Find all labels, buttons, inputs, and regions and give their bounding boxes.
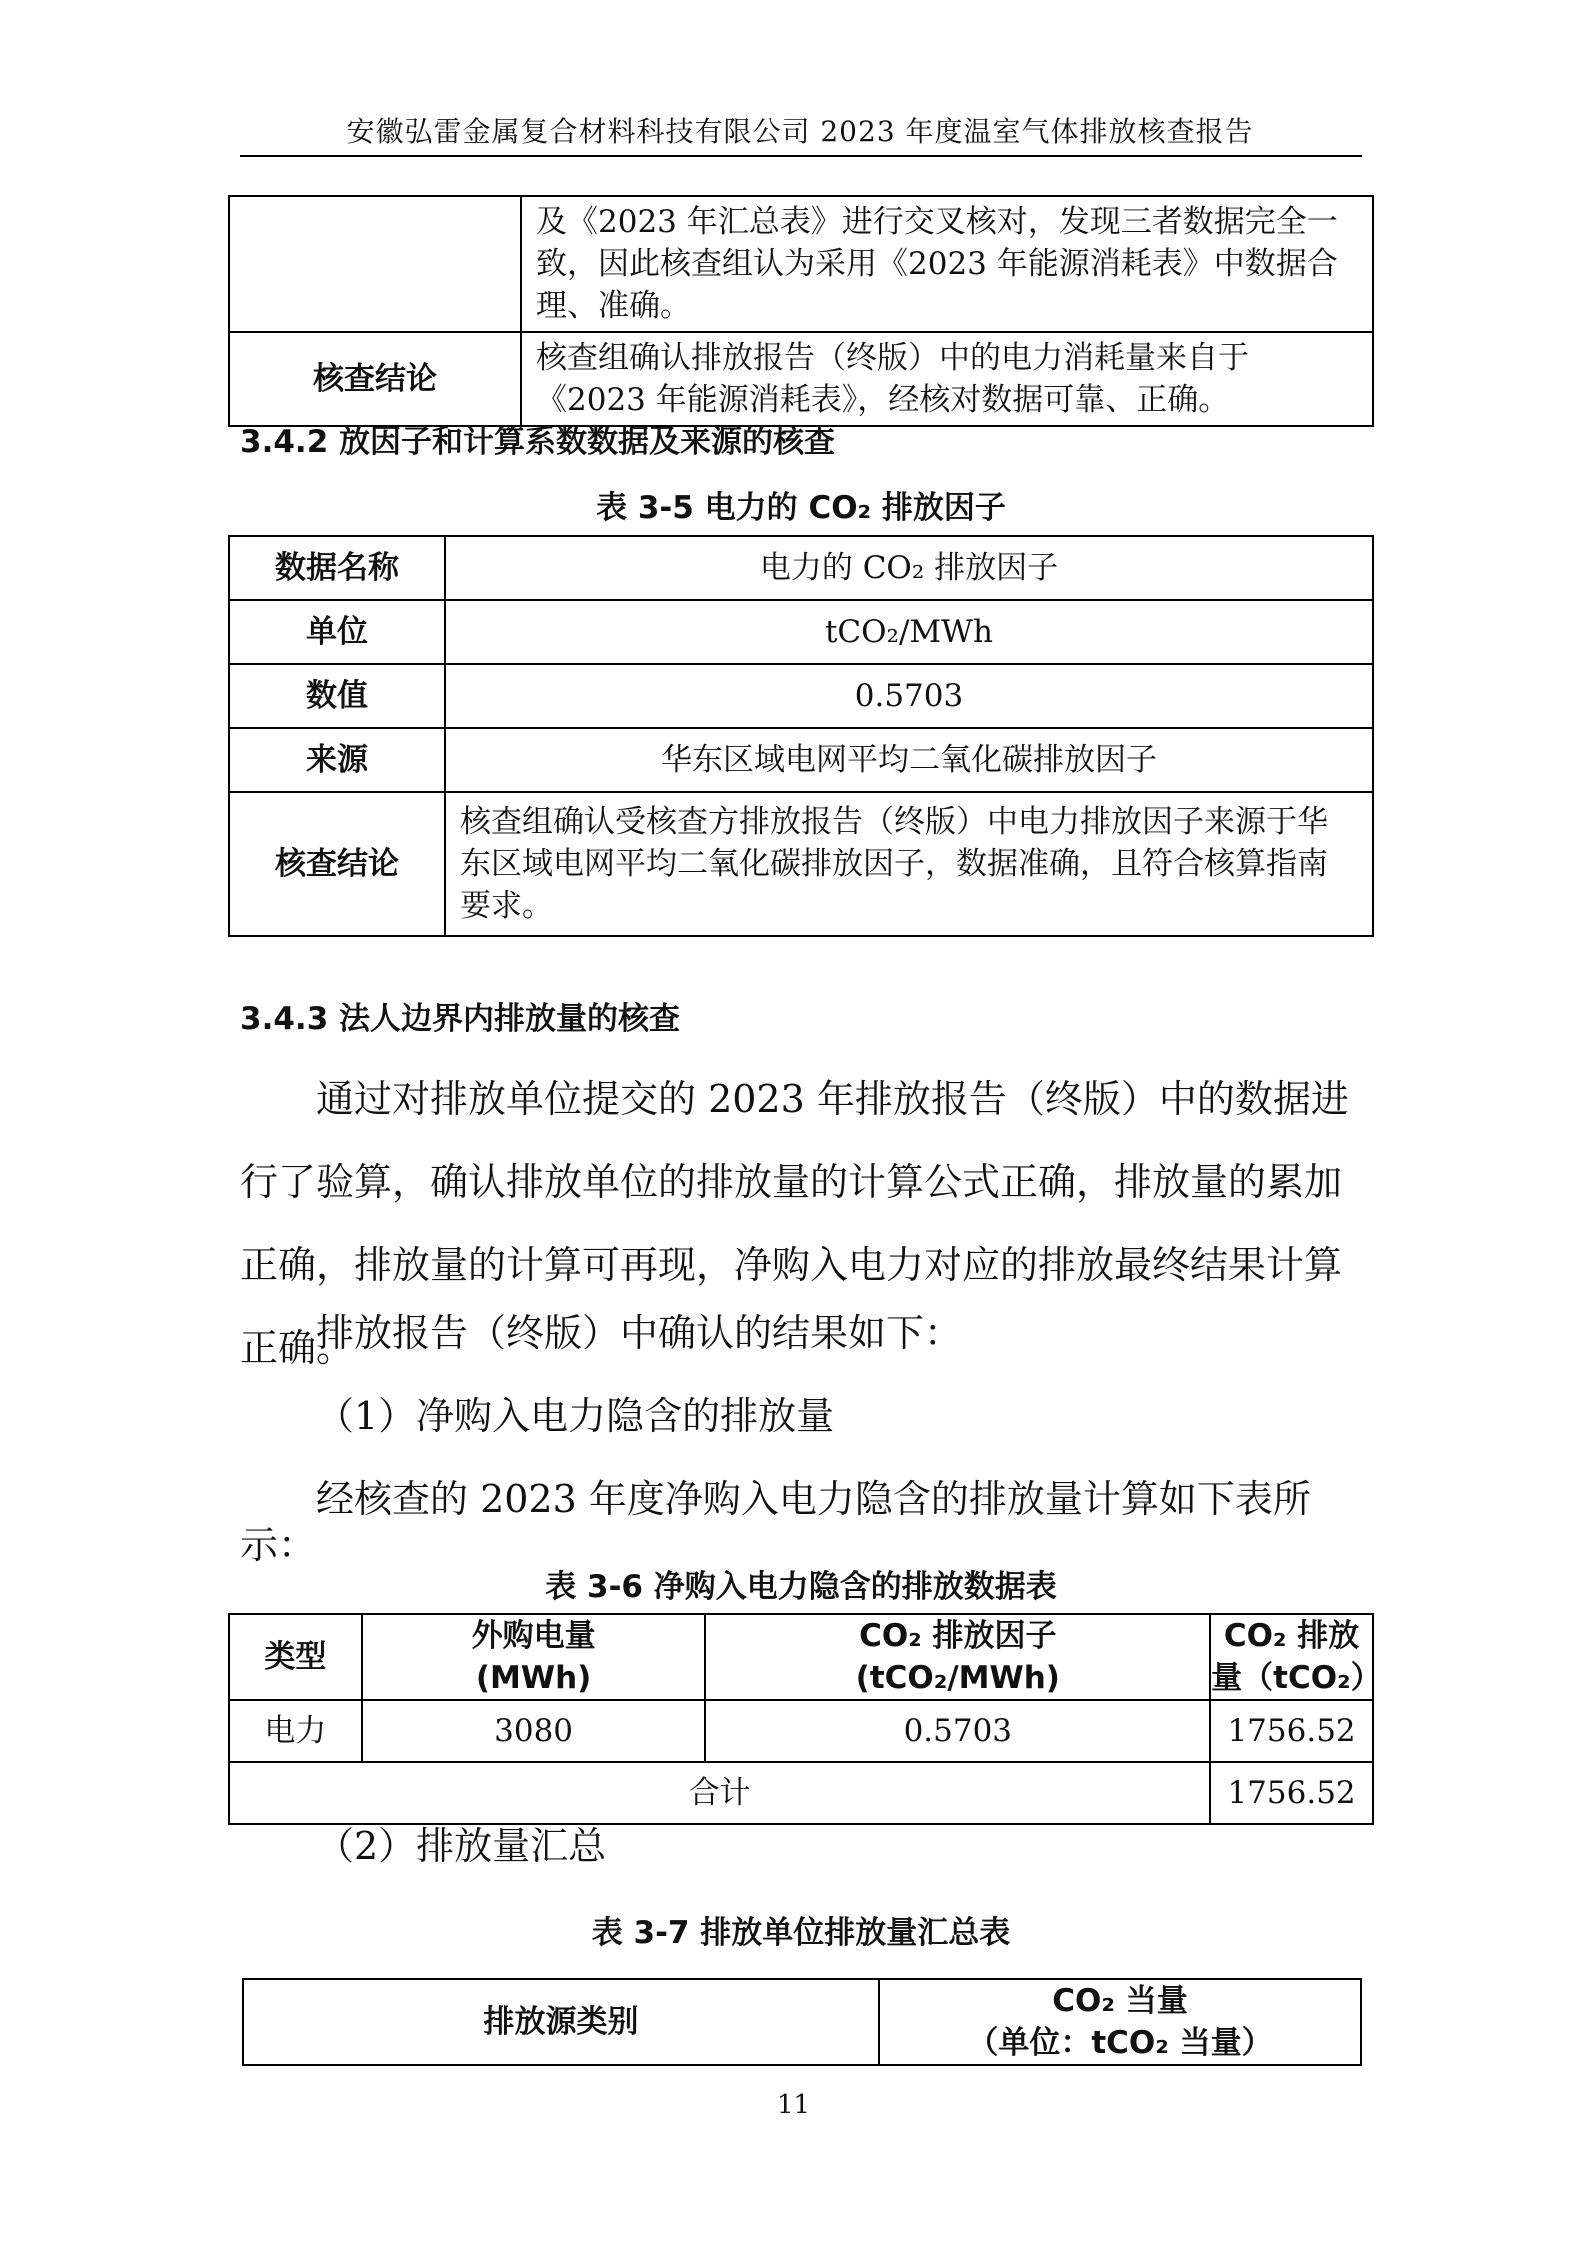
table-cell-content: 核查组确认排放报告（终版）中的电力消耗量来自于《2023 年能源消耗表》，经核对数据可靠、正确。	[521, 332, 1373, 426]
table-cell-label: 数据名称	[229, 536, 445, 600]
header-emission	[1210, 1614, 1382, 1700]
cell-total-label: 合计	[229, 1762, 1210, 1824]
table-cell-value: 华东区域电网平均二氧化碳排放因子	[445, 728, 1373, 792]
header-type: 类型	[229, 1614, 362, 1700]
table-caption-3-6: 表 3-6 净购入电力隐含的排放数据表	[545, 1569, 1057, 1605]
cell-total-value: 1756.52	[1210, 1762, 1373, 1824]
table-cell-label: 核查结论	[229, 332, 521, 426]
header-source-category: 排放源类别	[243, 1979, 879, 2065]
cell-emission: 1756.52	[1210, 1700, 1373, 1762]
header-emission-line2: 量（tCO₂）	[1211, 1660, 1382, 1696]
table-cell-value: 核查组确认受核查方排放报告（终版）中电力排放因子来源于华东区域电网平均二氧化碳排放因子，数据准确，且符合核算指南要求。	[445, 792, 1373, 936]
paragraph-results: 排放报告（终版）中确认的结果如下：	[316, 1311, 963, 1355]
list-item-1: （1）净购入电力隐含的排放量	[316, 1394, 835, 1438]
header-amount-line1: 外购电量	[471, 1618, 596, 1654]
paragraph-verification: 通过对排放单位提交的 2023 年排放报告（终版）中的数据进行了验算，确认排放单位的排放量的计算公式正确，排放量的累加正确，排放量的计算可再现，净购入电力对应的排放最终结果计算正确。	[240, 1077, 1349, 1370]
verification-table-continued	[228, 195, 1374, 427]
list-item-2: （2）排放量汇总	[316, 1824, 607, 1868]
table-cell-value: tCO₂/MWh	[445, 600, 1373, 664]
header-rule	[240, 155, 1362, 157]
header-amount-line2: (MWh)	[475, 1660, 592, 1696]
table-cell-label: 核查结论	[229, 792, 445, 936]
cell-amount: 3080	[362, 1700, 706, 1762]
header-factor-line1: CO₂ 排放因子	[859, 1618, 1057, 1654]
page-number: 11	[776, 2090, 811, 2120]
section-heading-343: 3.4.3 法人边界内排放量的核查	[240, 1001, 681, 1037]
section-heading-342: 3.4.2 放因子和计算系数数据及来源的核查	[240, 424, 836, 460]
header-emission-line1: CO₂ 排放	[1223, 1618, 1360, 1654]
table-cell-value: 电力的 CO₂ 排放因子	[445, 536, 1373, 600]
table-cell-label: 数值	[229, 664, 445, 728]
header-co2-line1: CO₂ 当量	[1052, 1983, 1188, 2019]
paragraph-table-intro: 经核查的 2023 年度净购入电力隐含的排放量计算如下表所示：	[240, 1477, 1311, 1567]
table-cell-label: 来源	[229, 728, 445, 792]
emission-summary-table	[242, 1978, 1362, 2066]
header-co2-equivalent	[879, 1979, 1361, 2065]
net-purchased-electricity-table	[228, 1613, 1382, 1825]
header-factor	[705, 1614, 1210, 1700]
table-cell-value: 0.5703	[445, 664, 1373, 728]
table-cell-label: 单位	[229, 600, 445, 664]
header-title: 安徽弘雷金属复合材料科技有限公司 2023 年度温室气体排放核查报告	[346, 115, 1254, 148]
header-factor-line2: (tCO₂/MWh)	[855, 1660, 1060, 1696]
cell-type: 电力	[229, 1700, 362, 1762]
empty-label-cell	[229, 196, 521, 332]
table-caption-3-7: 表 3-7 排放单位排放量汇总表	[591, 1915, 1011, 1951]
co2-emission-factor-table	[228, 535, 1374, 937]
header-amount	[362, 1614, 706, 1700]
header-co2-line2: （单位：tCO₂ 当量）	[967, 2025, 1273, 2061]
table-caption-3-5: 表 3-5 电力的 CO₂ 排放因子	[596, 490, 1006, 526]
table-cell-content: 及《2023 年汇总表》进行交叉核对，发现三者数据完全一致，因此核查组认为采用《2023 年能源消耗表》中数据合理、准确。	[521, 196, 1373, 332]
cell-factor: 0.5703	[705, 1700, 1210, 1762]
